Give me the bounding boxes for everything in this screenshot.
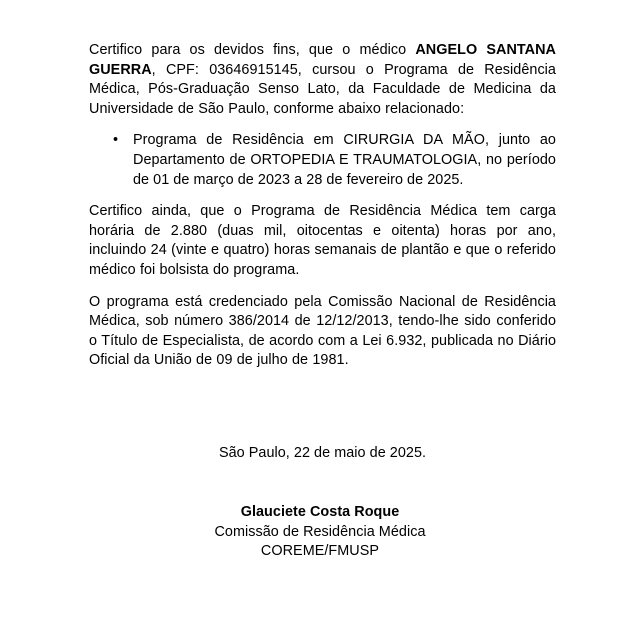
intro-paragraph bbox=[89, 41, 556, 119]
signature-spacer bbox=[89, 383, 556, 444]
signatory-role: Comissão de Residência Médica bbox=[214, 523, 426, 540]
signatory-organization: COREME/FMUSP bbox=[260, 543, 380, 560]
intro-after-name-text: , CPF: 03646915145, cursou o Programa de Residência Médica, Pós-Graduação Senso Lato, da Faculdade de Medicina da Universidade de São Paulo, conforme abaixo relacionado: bbox=[89, 61, 556, 117]
place-and-date: São Paulo, 22 de maio de 2025. bbox=[218, 444, 427, 461]
workload-paragraph: Certifico ainda, que o Programa de Residência Médica tem carga horária de 2.880 (duas mil, oitocentas e oitenta) horas por ano, incluindo 24 (vinte e quatro) horas semanais de plantão e que o referido médico foi bolsista do programa. bbox=[89, 203, 556, 278]
accreditation-paragraph: O programa está credenciado pela Comissão Nacional de Residência Médica, sob número 386/2014 de 12/12/2013, tendo-lhe sido conferido o Título de Especialista, de acordo com a Lei 6.932, publicada no Diário Oficial da União de 09 de julho de 1981. bbox=[89, 293, 556, 369]
signature-block bbox=[0, 503, 640, 562]
intro-lead-text: Certifico para os devidos fins, que o médico bbox=[89, 42, 416, 58]
program-item-text: Programa de Residência em CIRURGIA DA MÃO, junto ao Departamento de ORTOPEDIA E TRAUMATOLOGIA, no período de 01 de março de 2023 a 28 de fevereiro de 2025. bbox=[133, 132, 556, 188]
bullet-icon: • bbox=[113, 132, 119, 149]
signatory-name: Glauciete Costa Roque bbox=[240, 504, 400, 520]
doctor-name: ANGELO SANTANA GUERRA bbox=[89, 42, 556, 78]
document-body bbox=[89, 41, 556, 464]
program-list bbox=[89, 131, 556, 190]
list-item bbox=[89, 131, 556, 190]
